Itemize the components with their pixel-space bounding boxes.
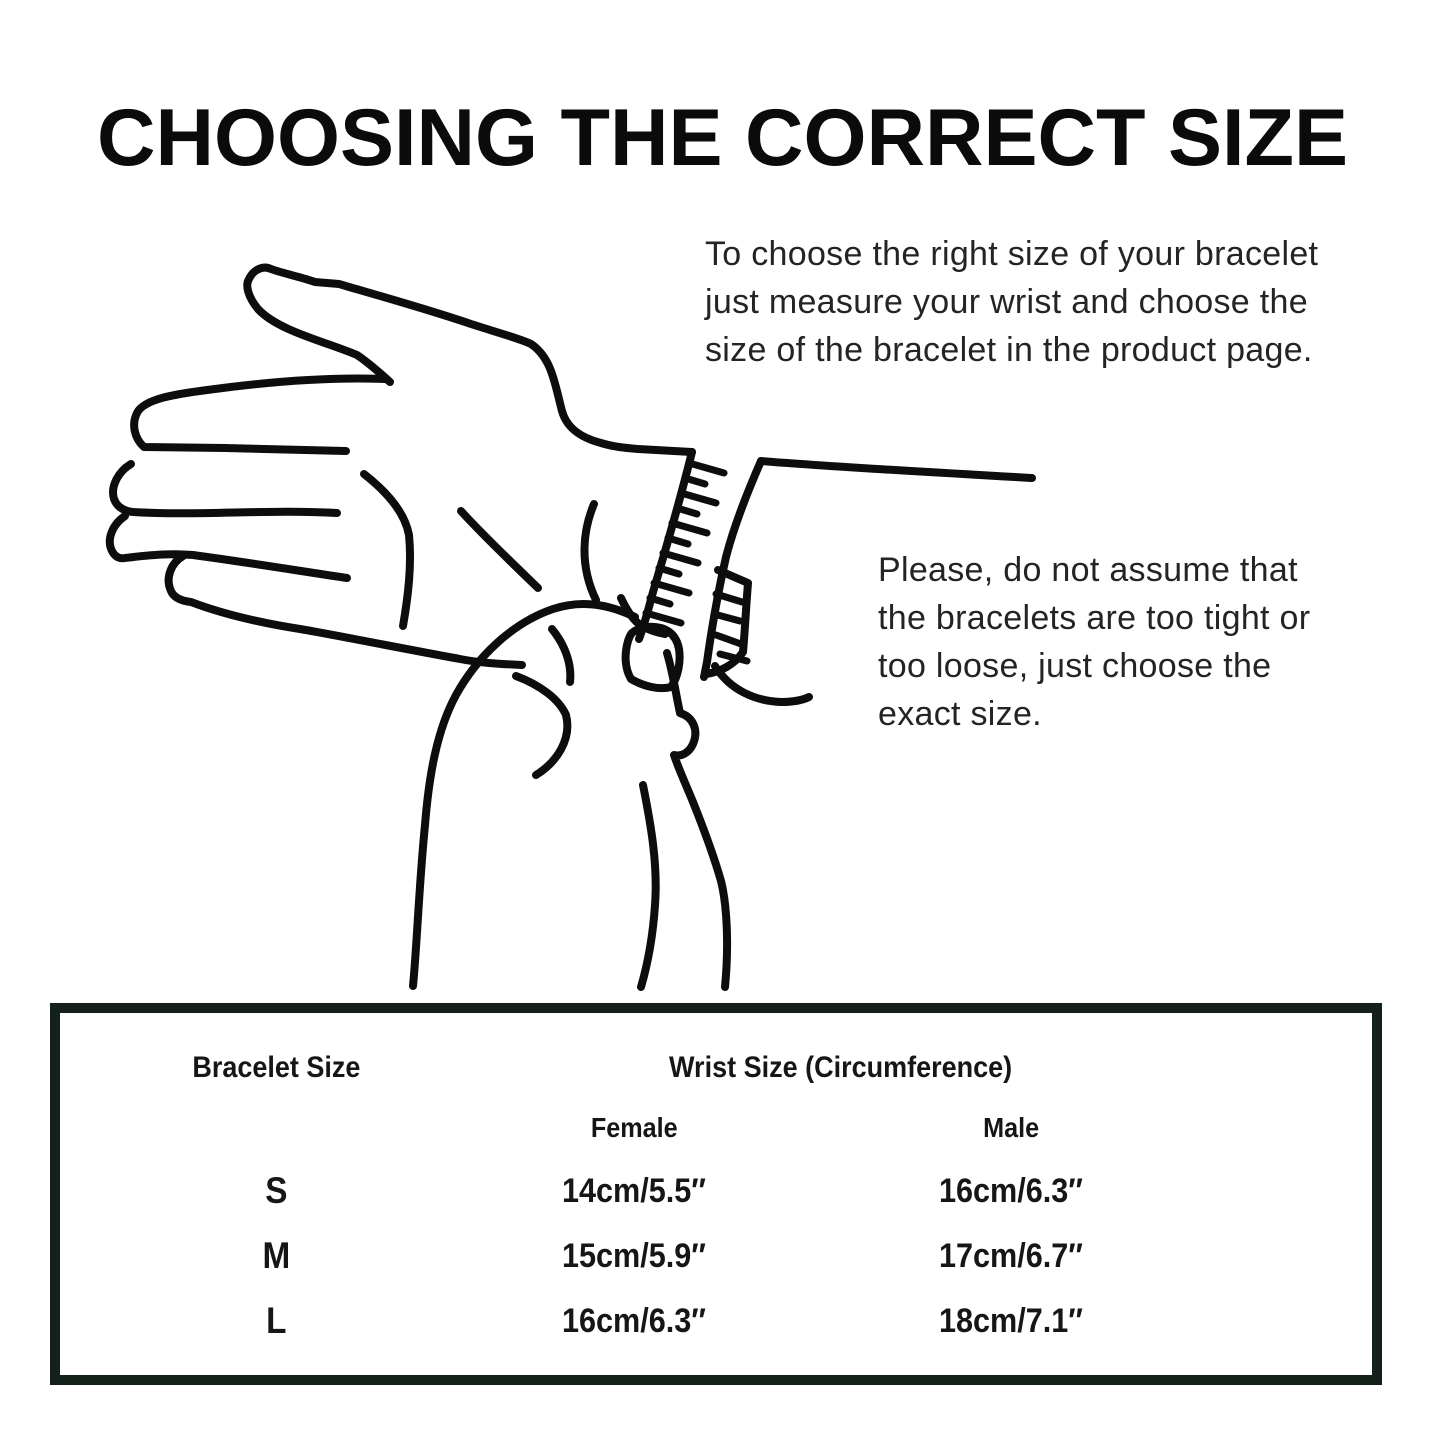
measuring-tape (639, 452, 809, 702)
wrist-size-header: Wrist Size (Circumference) (669, 1051, 1013, 1084)
table-row-large (60, 1299, 1372, 1343)
table-row-medium (60, 1234, 1372, 1278)
note-line-4: exact size. (878, 695, 1042, 733)
wrist-measurement-illustration (75, 245, 1050, 1005)
bracelet-size-header: Bracelet Size (192, 1051, 361, 1084)
thumb-and-hand-outline (247, 268, 692, 452)
note-line-2: the bracelets are too tight or (878, 599, 1311, 637)
palm-heel-crease (461, 511, 538, 588)
thenar-crease (364, 474, 410, 626)
knuckle-crease (552, 629, 570, 682)
intro-line-1: To choose the right size of your bracelet (705, 235, 1319, 273)
tape-end-curl (715, 666, 809, 702)
page-title: CHOOSING THE CORRECT SIZE (96, 93, 1349, 183)
table-row-small (60, 1169, 1372, 1213)
male-value: 16cm/6.3″ (939, 1171, 1084, 1210)
wrist-crease (584, 504, 596, 600)
ring-finger (110, 516, 347, 578)
size-table (50, 1003, 1382, 1385)
pinky-and-hand-bottom (169, 556, 522, 665)
intro-line-2: just measure your wrist and choose the (705, 283, 1308, 321)
size-label: L (266, 1300, 287, 1341)
index-finger (134, 378, 386, 451)
note-line-1: Please, do not assume that (878, 551, 1298, 589)
table-subheader-row (60, 1111, 1372, 1145)
pinch-wrist-inner-line (641, 785, 656, 987)
size-label: S (265, 1170, 288, 1211)
table-header-row (60, 1049, 1372, 1087)
female-column-header: Female (590, 1112, 678, 1143)
male-column-header: Male (983, 1112, 1040, 1143)
thumb-fold-crease (516, 676, 567, 775)
female-value: 16cm/6.3″ (561, 1301, 706, 1340)
pinch-hand-left-edge (413, 604, 635, 986)
male-value: 17cm/6.7″ (939, 1236, 1084, 1275)
intro-line-3: size of the bracelet in the product page. (705, 331, 1313, 369)
size-label: M (262, 1235, 291, 1276)
arm-line (761, 461, 1032, 478)
middle-finger (113, 464, 337, 513)
female-value: 15cm/5.9″ (561, 1236, 706, 1275)
note-line-3: too loose, just choose the (878, 647, 1272, 685)
female-value: 14cm/5.5″ (561, 1171, 706, 1210)
male-value: 18cm/7.1″ (939, 1301, 1084, 1340)
pinch-hand-right-edge (667, 653, 727, 987)
